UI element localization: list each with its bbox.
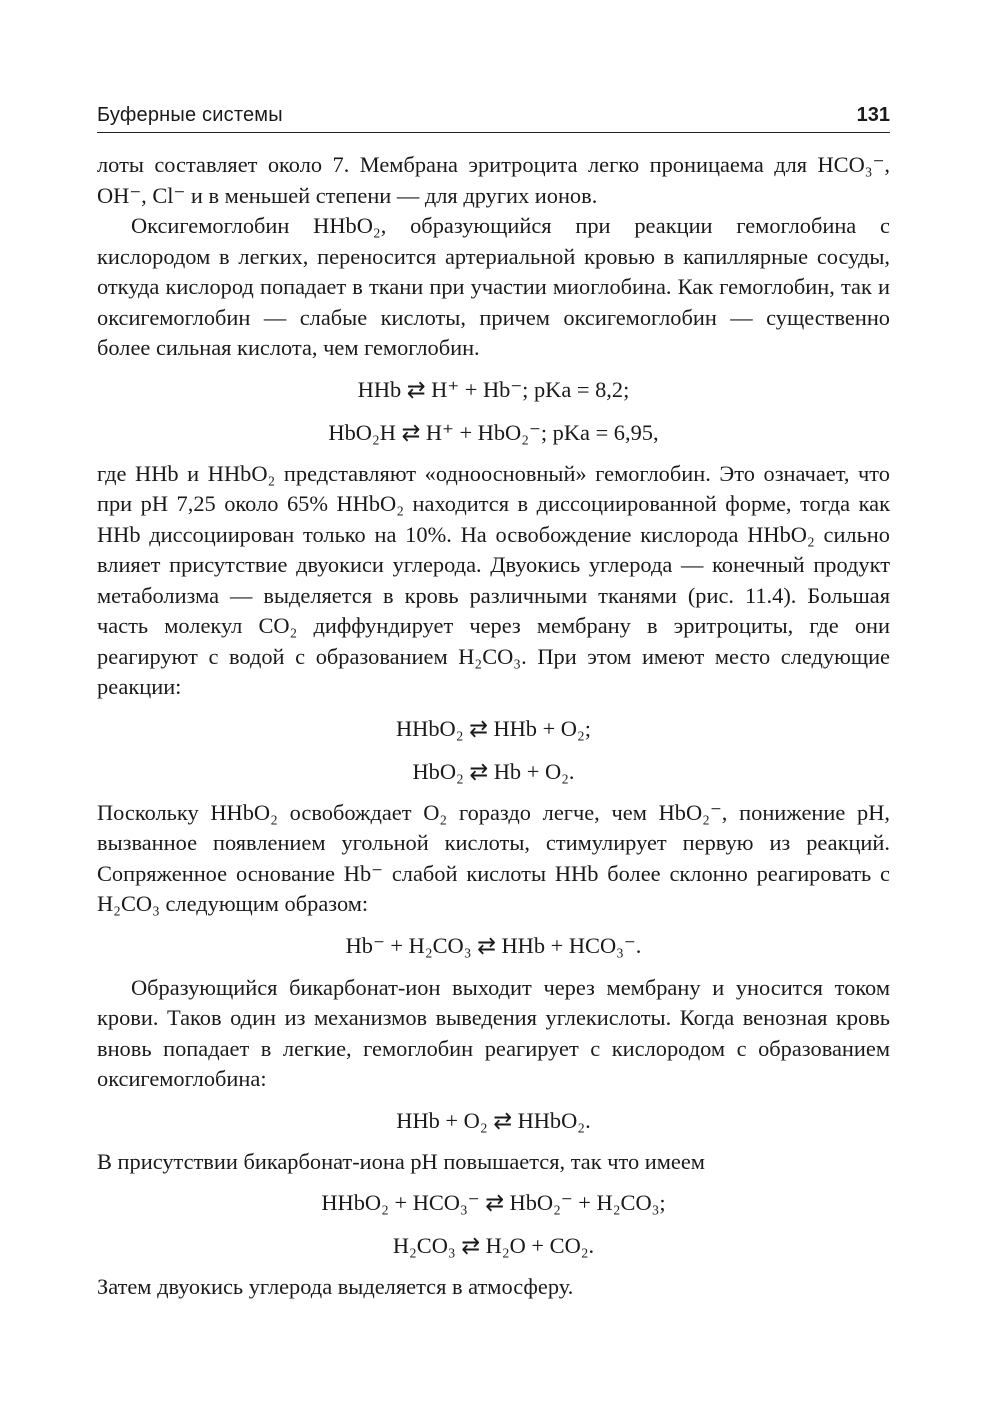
paragraph-4: Поскольку HHbO₂ освобождает O₂ гораздо легче, чем HbO₂⁻, понижение pH, вызванное появлением угольной кислоты, стимулирует первую из реакций. Сопряженное основание Hb⁻ слабой кислоты HHb более склонно реагировать с H₂CO₃ следующим образом: (97, 799, 890, 916)
paragraph-6: В присутствии бикарбонат-иона pH повышается, так что имеем (97, 1148, 705, 1174)
equation-1: HHb ⇄ H⁺ + Hb⁻; pKa = 8,2; (357, 376, 630, 402)
equation-5: Hb⁻ + H₂CO₃ ⇄ HHb + HCO₃⁻. (345, 932, 642, 958)
paragraph-7: Затем двуокись углерода выделяется в атмосферу. (97, 1274, 574, 1299)
equation-6: HHb + O₂ ⇄ HHbO₂. (396, 1107, 591, 1133)
paragraph-2: Оксигемоглобин HHbO₂, образующийся при реакции гемоглобина с кислородом в легких, переносится артериальной кровью в капиллярные сосуды, откуда кислород попадает в ткани при участии миоглобина. Как гемоглобин, так и оксигемоглобин — слабые кислоты, причем оксигемоглобин — существенно более сильная кислота, чем гемоглобин. (97, 213, 890, 360)
body-text (97, 150, 890, 1303)
equation-7: HHbO₂ + HCO₃⁻ ⇄ HbO₂⁻ + H₂CO₃; (321, 1190, 666, 1215)
equation-3: HHbO₂ ⇄ HHb + O₂; (395, 715, 592, 741)
paragraph-5: Образующийся бикарбонат-ион выходит через мембрану и уносится током крови. Таков один из механизмов выведения углекислоты. Когда венозная кровь вновь попадает в легкие, гемоглобин реагирует с кислородом с образованием оксигемоглобина: (97, 974, 890, 1091)
page-number: 131 (856, 104, 890, 126)
paragraph-3: где HHb и HHbO₂ представляют «одноосновный» гемоглобин. Это означает, что при pH 7,25 около 65% HHbO₂ находится в диссоциированной форме, тогда как HHb диссоциирован только на 10%. На освобождение кислорода HHbO₂ сильно влияет присутствие двуокиси углерода. Двуокись углерода — конечный продукт метаболизма — выделяется в кровь различными тканями (рис. 11.4). Большая часть молекул CO₂ диффундирует через мембрану в эритроциты, где они реагируют с водой с образованием H₂CO₃. При этом имеют место следующие реакции: (97, 460, 890, 699)
equation-4: HbO₂ ⇄ Hb + O₂. (412, 758, 575, 784)
header-title: Буферные системы (97, 104, 283, 126)
paragraph-1: лоты составляет около 7. Мембрана эритроцита легко проницаема для HCO₃⁻, OH⁻, Cl⁻ и в меньшей степени — для других ионов. (97, 152, 890, 208)
running-header (97, 100, 890, 133)
equation-2: HbO₂H ⇄ H⁺ + HbO₂⁻; pKa = 6,95, (328, 419, 659, 445)
equation-8: H₂CO₃ ⇄ H₂O + CO₂. (392, 1233, 595, 1258)
